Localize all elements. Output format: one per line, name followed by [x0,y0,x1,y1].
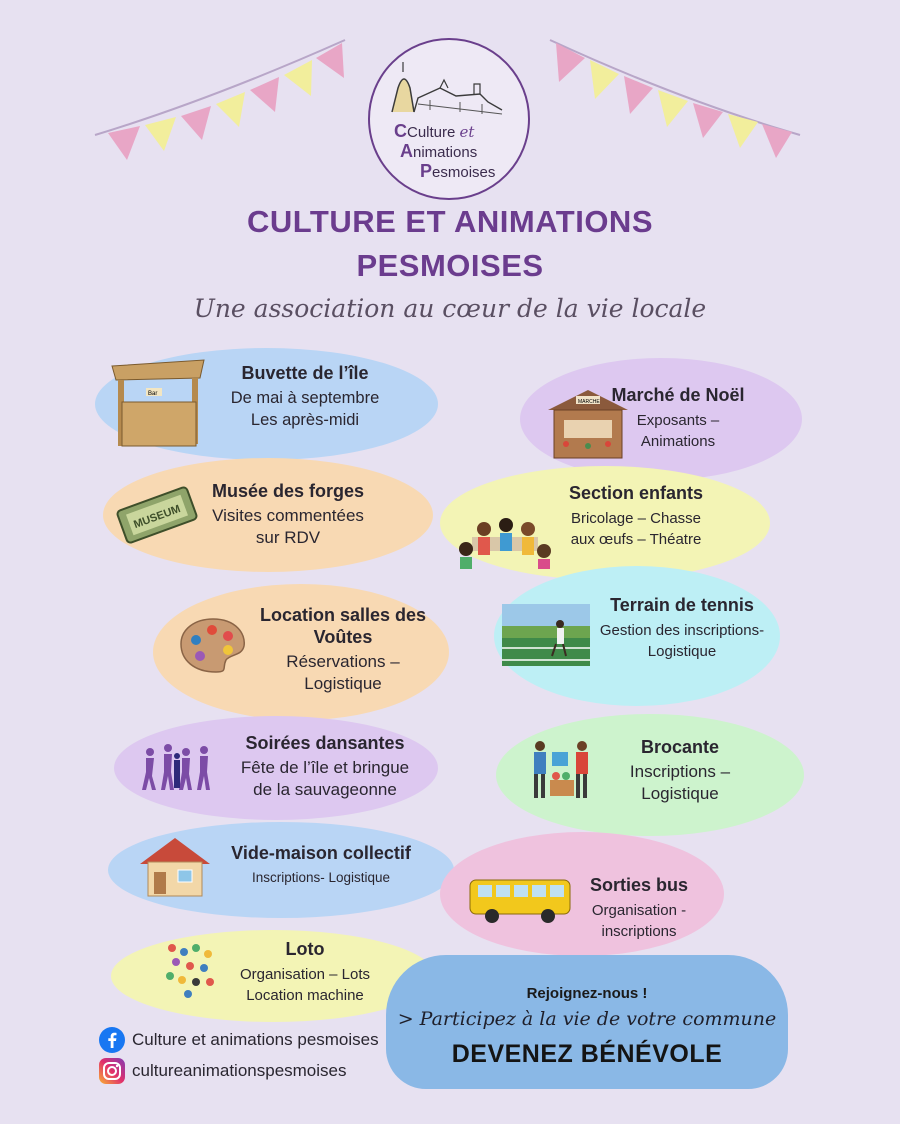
musee-title: Musée des forges [211,481,365,501]
loto-text: Loto Organisation – Lots Location machine [222,938,388,1006]
tennis-text: Terrain de tennis Gestion des inscriptions- Logistique [588,594,776,662]
facebook-label: Culture et animations pesmoises [132,1030,379,1049]
association-logo [368,38,530,200]
videmaison-title: Vide-maison collectif [231,843,411,863]
cta-heading: Rejoignez-nous ! [526,985,648,1002]
children-icon [454,515,554,571]
salles-title: Location salles des [259,605,427,625]
bunting-left [90,30,360,180]
bus-icon [468,876,572,926]
marche-title: Marché de Noël [611,385,745,405]
brocante-icon [526,734,598,804]
house-icon [138,836,212,898]
bus-text: Sorties bus Organisation - inscriptions [574,874,704,942]
buvette-title: Buvette de l’île [241,363,369,383]
palette-icon [178,616,248,674]
instagram-link[interactable] [98,1057,398,1087]
soirees-title: Soirées dansantes [245,733,405,753]
cta-message: > Participez à la vie de votre commune [397,1008,777,1030]
svg-text:MARCHE: MARCHE [578,399,600,405]
salles-text: Location salles des Voûtes Réservations – Logistique [248,604,438,695]
dancers-icon [140,742,222,794]
tennis-court-icon [502,604,590,670]
brocante-title: Brocante [640,737,720,757]
brocante-text: Brocante Inscriptions – Logistique [600,736,760,805]
become-volunteer-button[interactable]: DEVENEZ BÉNÉVOLE [451,1040,723,1068]
logo-text: CCulture et Animations Pesmoises [394,121,496,181]
page-subtitle: Une association au cœur de la vie locale [193,294,707,323]
facebook-icon [98,1026,126,1054]
buvette-text: Buvette de l’île De mai à septembre Les après-midi [205,362,405,431]
lottery-balls-icon [162,940,218,1000]
instagram-label: cultureanimationspesmoises [132,1061,347,1080]
videmaison-text: Vide-maison collectif Inscriptions- Logistique [222,842,420,888]
tennis-title: Terrain de tennis [610,595,754,615]
buvette-icon [108,358,208,450]
bus-title: Sorties bus [589,875,689,895]
musee-text: Musée des forges Visites commentées sur RDV [188,480,388,549]
enfants-text: Section enfants Bricolage – Chasse aux œufs – Théatre [556,482,716,550]
soirees-text: Soirées dansantes Fête de l’île et bringue de la sauvageonne [220,732,430,801]
svg-text:Bar: Bar [148,391,158,397]
loto-title: Loto [285,939,325,959]
enfants-title: Section enfants [568,483,704,503]
facebook-link[interactable] [98,1026,398,1056]
instagram-icon [98,1057,126,1085]
page-title: CULTURE ET ANIMATIONS PESMOISES [246,204,653,283]
svg-text:MUSEUM: MUSEUM [132,503,183,532]
marche-text: Marché de Noël Exposants – Animations [598,384,758,452]
bunting-right [540,30,810,180]
